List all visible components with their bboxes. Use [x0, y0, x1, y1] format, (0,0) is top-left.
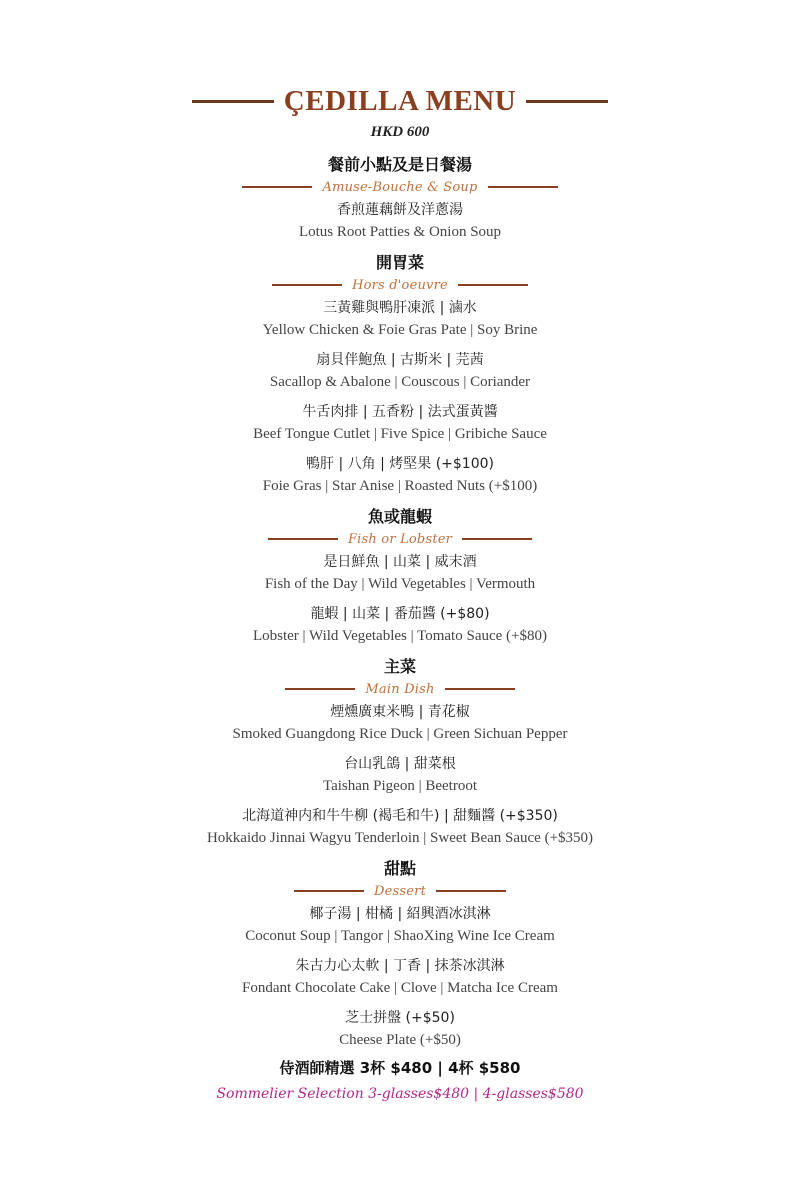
course-title-en: Dessert: [374, 883, 426, 899]
course-title-en-row: [0, 275, 800, 295]
dish-item: [0, 701, 800, 745]
dish-name-zh: 芝士拼盤 (+$50): [345, 1010, 455, 1026]
dish-item: [0, 903, 800, 947]
dish-name-en: Taishan Pigeon | Beetroot: [322, 778, 477, 794]
course-section: [0, 857, 800, 1051]
dish-item: [0, 603, 800, 647]
dish-name-zh: 鴨肝 | 八角 | 烤堅果 (+$100): [306, 456, 494, 472]
dish-item: [0, 453, 800, 497]
menu-courses: [0, 153, 800, 1059]
course-rule-left: [268, 538, 338, 540]
course-rule-right: [458, 284, 528, 286]
dish-name-zh: 朱古力心太軟 | 丁香 | 抹茶冰淇淋: [295, 958, 505, 974]
course-rule-right: [445, 688, 515, 690]
menu-title: ÇEDILLA MENU: [283, 85, 517, 117]
dish-item: [0, 955, 800, 999]
title-rule-left: [192, 100, 274, 103]
dish-name-en: Coconut Soup | Tangor | ShaoXing Wine Ice Cream: [245, 928, 555, 944]
course-title-en-row: [0, 177, 800, 197]
menu-price: HKD 600: [370, 124, 430, 140]
course-title-zh: 主菜: [383, 657, 416, 676]
course-title-zh: 餐前小點及是日餐湯: [327, 155, 472, 174]
course-title-zh: 魚或龍蝦: [367, 507, 432, 526]
course-rule-right: [436, 890, 506, 892]
dish-item: [0, 349, 800, 393]
course-rule-right: [462, 538, 532, 540]
dish-name-en: Yellow Chicken & Foie Gras Pate | Soy Brine: [262, 322, 538, 338]
sommelier-selection-zh: 侍酒師精選 3杯 $480 | 4杯 $580: [279, 1059, 521, 1077]
dish-name-zh: 是日鮮魚 | 山菜 | 威末酒: [323, 554, 477, 570]
dish-name-en: Beef Tongue Cutlet | Five Spice | Gribiche Sauce: [253, 426, 547, 442]
dish-name-zh: 椰子湯 | 柑橘 | 紹興酒冰淇淋: [309, 906, 491, 922]
dish-item: [0, 551, 800, 595]
dish-name-zh: 牛舌肉排 | 五香粉 | 法式蛋黃醬: [302, 404, 498, 420]
dish-item: [0, 199, 800, 243]
course-title-en: Fish or Lobster: [347, 531, 453, 547]
dish-item: [0, 401, 800, 445]
course-rule-left: [294, 890, 364, 892]
dish-name-en: Fondant Chocolate Cake | Clove | Matcha Ice Cream: [242, 980, 558, 996]
dish-item: [0, 297, 800, 341]
dish-name-zh: 煙燻廣東米鴨 | 青花椒: [330, 704, 470, 720]
dish-name-en: Fish of the Day | Wild Vegetables | Vermouth: [264, 576, 536, 592]
dish-name-zh: 香煎蓮藕餅及洋蔥湯: [337, 202, 463, 218]
dish-name-en: Foie Gras | Star Anise | Roasted Nuts (+$100): [262, 478, 538, 494]
dish-name-zh: 北海道神内和牛牛柳 (褐毛和牛) | 甜麵醬 (+$350): [242, 808, 558, 824]
dish-name-en: Cheese Plate (+$50): [339, 1032, 461, 1048]
course-title-zh: 開胃菜: [375, 253, 424, 272]
dish-name-en: Hokkaido Jinnai Wagyu Tenderloin | Sweet Bean Sauce (+$350): [206, 830, 594, 846]
course-rule-left: [272, 284, 342, 286]
course-section: [0, 655, 800, 849]
dish-item: [0, 1007, 800, 1051]
title-row: [0, 85, 800, 118]
course-title-en: Hors d'oeuvre: [352, 277, 448, 293]
dish-name-en: Lotus Root Patties & Onion Soup: [298, 224, 502, 240]
course-title-en-row: [0, 679, 800, 699]
course-title-en: Amuse-Bouche & Soup: [322, 179, 478, 195]
course-section: [0, 251, 800, 497]
dish-name-zh: 三黃雞與鴨肝凍派 | 滷水: [323, 300, 477, 316]
sommelier-selection-en: Sommelier Selection 3-glasses$480 | 4-glasses$580: [216, 1086, 584, 1102]
dish-name-zh: 扇貝伴鮑魚 | 古斯米 | 芫茜: [316, 352, 484, 368]
title-rule-right: [526, 100, 608, 103]
dish-name-en: Smoked Guangdong Rice Duck | Green Sichuan Pepper: [232, 726, 568, 742]
course-rule-right: [488, 186, 558, 188]
course-section: [0, 153, 800, 243]
course-rule-left: [242, 186, 312, 188]
dish-name-en: Sacallop & Abalone | Couscous | Coriander: [269, 374, 531, 390]
dish-item: [0, 805, 800, 849]
course-rule-left: [285, 688, 355, 690]
dish-item: [0, 753, 800, 797]
course-title-en-row: [0, 881, 800, 901]
dish-name-zh: 台山乳鴿 | 甜菜根: [344, 756, 456, 772]
dish-name-en: Lobster | Wild Vegetables | Tomato Sauce (+$80): [252, 628, 547, 644]
dish-name-zh: 龍蝦 | 山菜 | 番茄醬 (+$80): [310, 606, 490, 622]
course-title-en-row: [0, 529, 800, 549]
course-title-zh: 甜點: [383, 859, 416, 878]
course-title-en: Main Dish: [365, 681, 435, 697]
course-section: [0, 505, 800, 647]
